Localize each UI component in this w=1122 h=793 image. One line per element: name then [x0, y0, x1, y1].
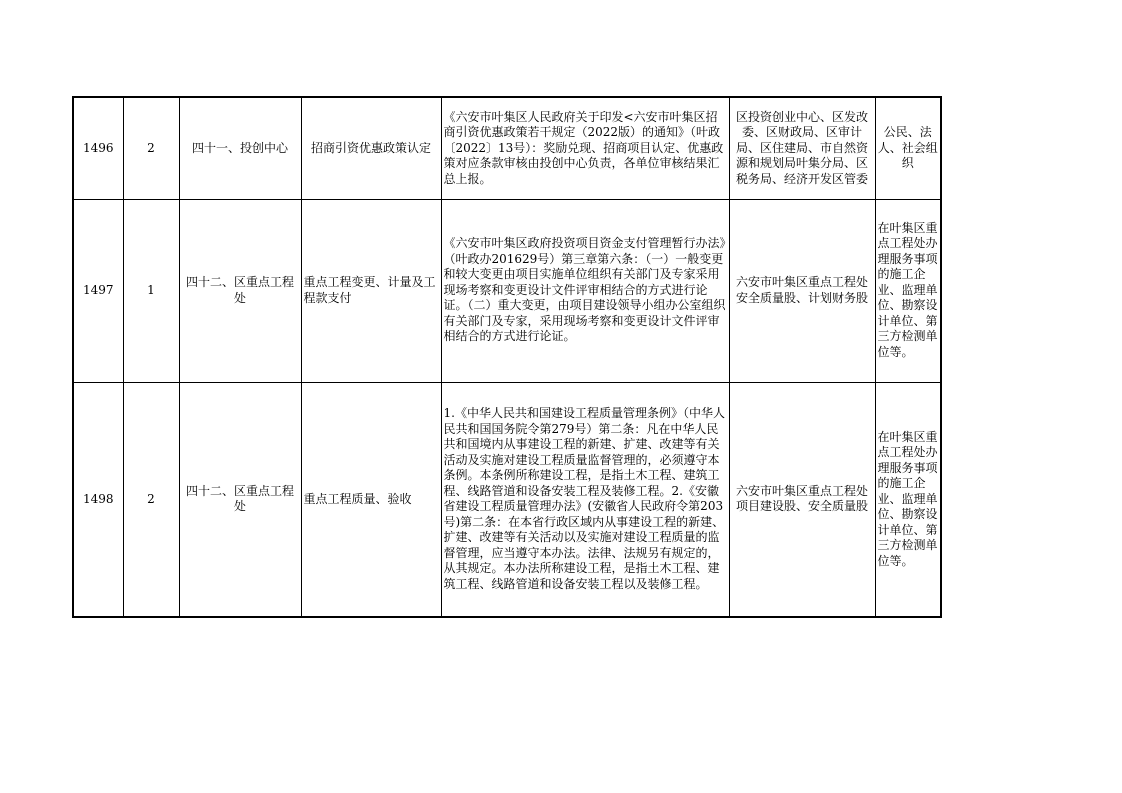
row-service-target: 在叶集区重点工程处办理服务事项的施工企业、监理单位、勘察设计单位、第三方检测单位等。 — [875, 382, 941, 617]
row-legal-basis: 《六安市叶集区人民政府关于印发<六安市叶集区招商引资优惠政策若干规定（2022版）的通知》（叶政〔2022〕13号）：奖励兑现、招商项目认定、优惠政策对应条款审核由投创中心负责，各单位审核结果汇总上报。 — [441, 97, 729, 199]
power-list-table — [72, 96, 942, 618]
row-seq-number: 1496 — [73, 97, 123, 199]
row-sub-number: 2 — [123, 382, 179, 617]
row-department: 四十一、投创中心 — [179, 97, 301, 199]
row-responsible-unit: 六安市叶集区重点工程处项目建设股、安全质量股 — [729, 382, 875, 617]
row-sub-number: 2 — [123, 97, 179, 199]
row-sub-number: 1 — [123, 199, 179, 382]
table-row — [73, 382, 941, 617]
table-row — [73, 199, 941, 382]
row-service-target: 在叶集区重点工程处办理服务事项的施工企业、监理单位、勘察设计单位、第三方检测单位等。 — [875, 199, 941, 382]
row-item-name: 重点工程变更、计量及工程款支付 — [301, 199, 441, 382]
row-seq-number: 1498 — [73, 382, 123, 617]
row-item-name: 招商引资优惠政策认定 — [301, 97, 441, 199]
row-legal-basis: 《六安市叶集区政府投资项目资金支付管理暂行办法》（叶政办201629号）第三章第六条：（一）一般变更和较大变更由项目实施单位组织有关部门及专家采用现场考察和变更设计文件评审相结合的方式进行论证。（二）重大变更，由项目建设领导小组办公室组织有关部门及专家，采用现场考察和变更设计文件评审相结合的方式进行论证。 — [441, 199, 729, 382]
row-service-target: 公民、法人、社会组织 — [875, 97, 941, 199]
row-responsible-unit: 六安市叶集区重点工程处安全质量股、计划财务股 — [729, 199, 875, 382]
row-responsible-unit: 区投资创业中心、区发改委、区财政局、区审计局、区住建局、市自然资源和规划局叶集分局、区税务局、经济开发区管委 — [729, 97, 875, 199]
row-department: 四十二、区重点工程处 — [179, 199, 301, 382]
table-row — [73, 97, 941, 199]
row-legal-basis: 1.《中华人民共和国建设工程质量管理条例》（中华人民共和国国务院令第279号）第二条：凡在中华人民共和国境内从事建设工程的新建、扩建、改建等有关活动及实施对建设工程质量监督管理的，必须遵守本条例。本条例所称建设工程，是指土木工程、建筑工程、线路管道和设备安装工程及装修工程。2.《安徽省建设工程质量管理办法》(安徽省人民政府令第203号)第二条：在本省行政区域内从事建设工程的新建、扩建、改建等有关活动以及实施对建设工程质量的监督管理，应当遵守本办法。法律、法规另有规定的，从其规定。本办法所称建设工程，是指土木工程、建筑工程、线路管道和设备安装工程以及装修工程。 — [441, 382, 729, 617]
row-department: 四十二、区重点工程处 — [179, 382, 301, 617]
row-item-name: 重点工程质量、验收 — [301, 382, 441, 617]
row-seq-number: 1497 — [73, 199, 123, 382]
